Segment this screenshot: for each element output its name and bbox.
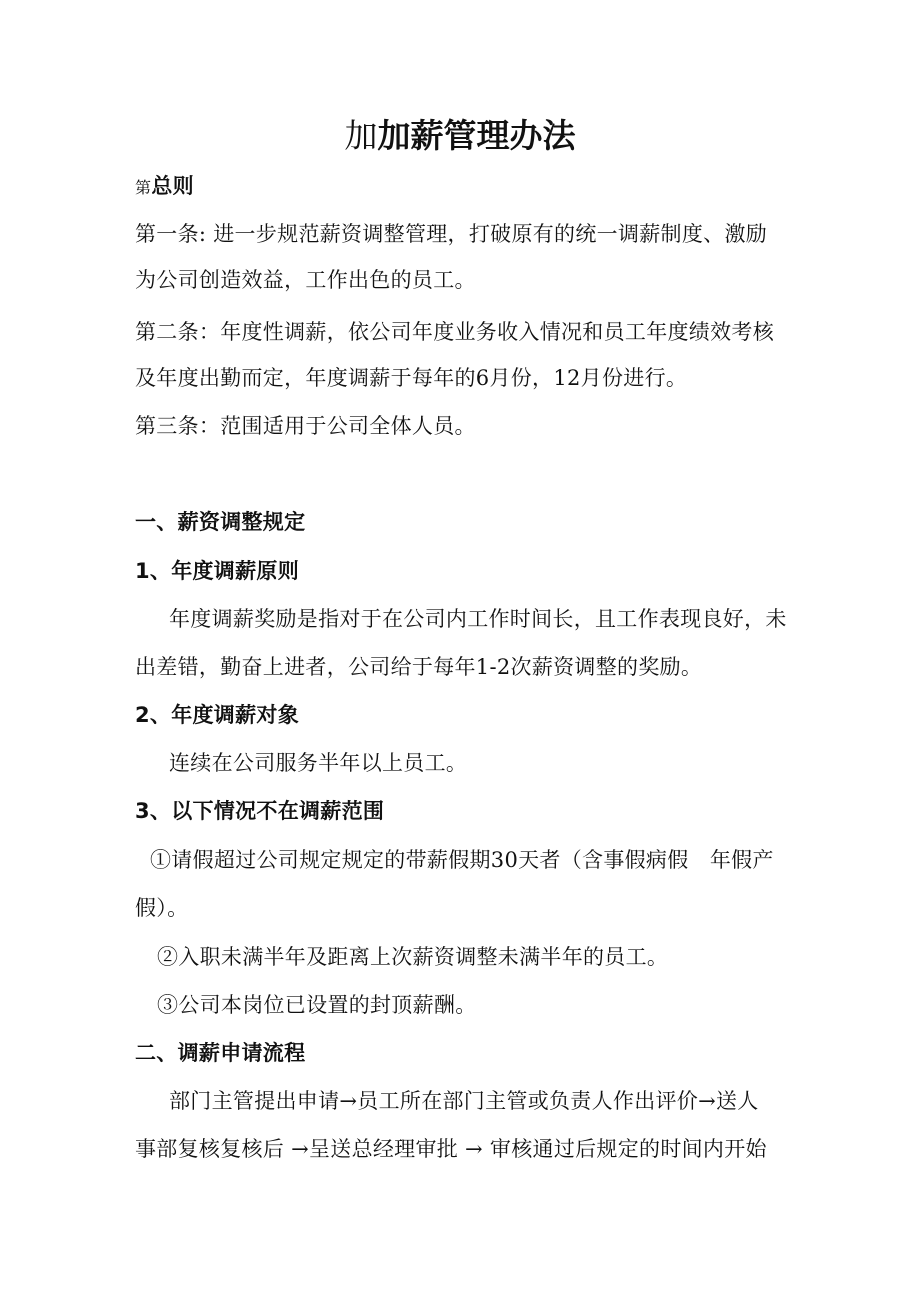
article-2-line-1: 第二条：年度性调薪，依公司年度业务收入情况和员工年度绩效考核 <box>135 320 774 344</box>
subsection-2-text: 连续在公司服务半年以上员工。 <box>169 751 468 775</box>
document-title <box>0 114 920 158</box>
subsection-1-line-2: 出差错，勤奋上进者，公司给于每年1-2次薪资调整的奖励。 <box>135 655 703 679</box>
article-2-line-2: 及年度出勤而定，年度调薪于每年的6月份，12月份进行。 <box>135 366 688 390</box>
title-prefix: 加 <box>344 116 378 155</box>
exclusion-item-3: ③公司本岗位已设置的封顶薪酬。 <box>157 993 477 1017</box>
subsection-2-heading: 2、年度调薪对象 <box>135 703 300 727</box>
subsection-1-heading: 1、年度调薪原则 <box>135 559 300 583</box>
article-1-line-2: 为公司创造效益，工作出色的员工。 <box>135 268 476 292</box>
process-line-1: 部门主管提出申请→员工所在部门主管或负责人作出评价→送人 <box>169 1089 759 1113</box>
exclusion-item-2: ②入职未满半年及距离上次薪资调整未满半年的员工。 <box>157 945 669 969</box>
chapter-title: 总则 <box>151 174 194 198</box>
chapter-prefix: 第 <box>135 178 152 197</box>
article-1-line-1: 第一条: 进一步规范薪资调整管理，打破原有的统一调薪制度、激励 <box>135 222 768 246</box>
article-3: 第三条：范围适用于公司全体人员。 <box>135 414 476 438</box>
exclusion-item-1-line-1: ①请假超过公司规定规定的带薪假期30天者（含事假病假 年假产 <box>150 848 774 872</box>
process-line-2: 事部复核复核后 →呈送总经理审批 → 审核通过后规定的时间内开始 <box>135 1137 767 1161</box>
section-2-heading: 二、调薪申请流程 <box>135 1041 306 1065</box>
chapter-heading <box>135 172 194 202</box>
subsection-1-line-1: 年度调薪奖励是指对于在公司内工作时间长，且工作表现良好，未 <box>169 607 787 631</box>
subsection-3-heading: 3、以下情况不在调薪范围 <box>135 799 385 823</box>
title-main: 加薪管理办法 <box>377 116 576 155</box>
exclusion-item-1-line-2: 假）。 <box>135 896 189 920</box>
section-1-heading: 一、薪资调整规定 <box>135 510 306 534</box>
